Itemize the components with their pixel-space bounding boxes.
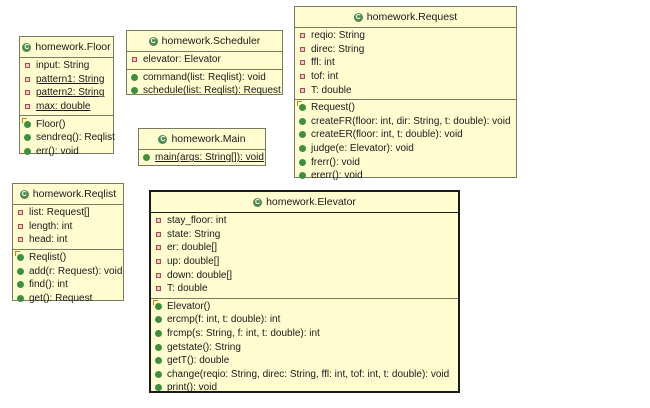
method-row[interactable]: frcmp(s: String, f: int, t: double): int (151, 327, 458, 341)
private-field-icon (156, 286, 161, 291)
field-row[interactable]: T: double (151, 282, 458, 296)
private-field-icon (25, 104, 30, 109)
method-row[interactable]: frerr(): void (295, 155, 516, 169)
class-main[interactable] (138, 128, 266, 166)
methods-section (151, 298, 458, 397)
method-row[interactable]: Elevator() (151, 300, 458, 314)
field-row[interactable]: T: double (295, 83, 516, 97)
method-row[interactable]: command(list: Reqlist): void (127, 71, 282, 85)
private-field-icon (18, 210, 23, 215)
field-row[interactable]: pattern2: String (20, 86, 113, 100)
private-field-icon (300, 88, 305, 93)
public-method-icon (17, 295, 24, 302)
private-field-icon (156, 218, 161, 223)
method-row[interactable]: find(): int (13, 278, 123, 292)
private-field-icon (300, 33, 305, 38)
class-icon: C (24, 43, 30, 51)
class-header (13, 184, 123, 205)
private-field-icon (300, 47, 305, 52)
private-field-icon (132, 57, 137, 62)
method-row[interactable]: sendreq(): Reqlist (20, 131, 113, 145)
methods-section (20, 115, 113, 160)
class-header (295, 7, 516, 28)
public-method-icon (299, 131, 306, 138)
class-request[interactable] (294, 6, 517, 182)
field-row[interactable]: elevator: Elevator (127, 53, 282, 67)
field-row[interactable]: direc: String (295, 43, 516, 57)
class-icon: C (255, 198, 261, 206)
field-row[interactable]: er: double[] (151, 241, 458, 255)
field-row[interactable]: stay_floor: int (151, 214, 458, 228)
method-row[interactable]: ererr(): void (295, 169, 516, 183)
public-method-icon (299, 172, 306, 179)
public-method-icon (155, 371, 162, 378)
field-row[interactable]: down: double[] (151, 268, 458, 282)
constructor-icon (155, 303, 162, 310)
public-method-icon (131, 74, 138, 81)
method-row[interactable]: Request() (295, 101, 516, 115)
field-row[interactable]: input: String (20, 59, 113, 73)
class-header (139, 129, 265, 150)
method-row[interactable]: ercmp(f: int, t: double): int (151, 313, 458, 327)
public-method-icon (155, 344, 162, 351)
method-row[interactable]: judge(e: Elevator): void (295, 142, 516, 156)
private-field-icon (156, 232, 161, 237)
public-method-icon (17, 281, 24, 288)
public-method-icon (143, 154, 150, 161)
class-icon: C (355, 13, 361, 21)
private-field-icon (25, 63, 30, 68)
fields-section (151, 213, 458, 298)
class-scheduler[interactable] (126, 30, 283, 95)
private-field-icon (25, 90, 30, 95)
class-name: homework.Request (366, 11, 458, 23)
fields-section (13, 205, 123, 249)
class-name: homework.Main (171, 133, 246, 145)
class-name: homework.Scheduler (161, 35, 261, 47)
public-method-icon (299, 159, 306, 166)
public-method-icon (131, 87, 138, 94)
method-row[interactable]: get(): Request (13, 292, 123, 306)
field-row[interactable]: state: String (151, 228, 458, 242)
private-field-icon (18, 224, 23, 229)
class-icon: C (160, 135, 166, 143)
private-field-icon (300, 60, 305, 65)
public-method-icon (155, 384, 162, 391)
method-row[interactable]: add(r: Request): void (13, 264, 123, 278)
public-method-icon (155, 357, 162, 364)
class-header (151, 192, 458, 213)
field-row[interactable]: ffl: int (295, 56, 516, 70)
public-method-icon (155, 330, 162, 337)
class-name: homework.Floor (35, 41, 111, 53)
method-row[interactable]: getstate(): String (151, 340, 458, 354)
class-header (20, 37, 113, 58)
method-row[interactable]: getT(): double (151, 354, 458, 368)
class-name: homework.Reqlist (32, 188, 117, 200)
class-header (127, 31, 282, 52)
class-floor[interactable] (19, 36, 115, 157)
public-method-icon (299, 118, 306, 125)
private-field-icon (156, 273, 161, 278)
methods-section (139, 150, 265, 167)
class-elevator[interactable] (149, 190, 460, 393)
methods-section (295, 99, 516, 185)
methods-section (13, 249, 123, 307)
method-row[interactable]: Floor() (20, 117, 113, 131)
constructor-icon (299, 104, 306, 111)
field-row[interactable]: reqio: String (295, 29, 516, 43)
field-row[interactable]: head: int (13, 233, 123, 247)
field-row[interactable]: tof: int (295, 70, 516, 84)
field-row[interactable]: up: double[] (151, 255, 458, 269)
private-field-icon (156, 259, 161, 264)
public-method-icon (24, 148, 31, 155)
fields-section (20, 58, 113, 115)
field-row[interactable]: pattern1: String (20, 73, 113, 87)
method-row[interactable]: print(): void (151, 381, 458, 395)
methods-section (127, 69, 282, 100)
method-row[interactable]: schedule(list: Reqlist): Request (127, 84, 282, 98)
field-row[interactable]: list: Request[] (13, 206, 123, 220)
constructor-icon (17, 254, 24, 261)
constructor-icon (24, 121, 31, 128)
class-name: homework.Elevator (266, 196, 356, 208)
fields-section (127, 52, 282, 69)
public-method-icon (17, 268, 24, 275)
public-method-icon (24, 134, 31, 141)
public-method-icon (299, 145, 306, 152)
class-icon: C (21, 190, 27, 198)
private-field-icon (25, 77, 30, 82)
method-row[interactable]: err(): void (20, 145, 113, 159)
method-row[interactable]: createFR(floor: int, dir: String, t: double): void (295, 115, 516, 129)
fields-section (295, 28, 516, 99)
field-row[interactable]: max: double (20, 100, 113, 114)
public-method-icon (155, 316, 162, 323)
private-field-icon (300, 74, 305, 79)
private-field-icon (18, 237, 23, 242)
method-row[interactable]: change(reqio: String, direc: String, ffl: int, tof: int, t: double): void (151, 368, 458, 382)
method-row[interactable]: Reqlist() (13, 251, 123, 265)
private-field-icon (156, 245, 161, 250)
class-reqlist[interactable] (12, 183, 124, 304)
class-icon: C (150, 37, 156, 45)
method-row[interactable]: main(args: String[]): void (139, 151, 265, 165)
field-row[interactable]: length: int (13, 220, 123, 234)
method-row[interactable]: createER(floor: int, t: double): void (295, 128, 516, 142)
